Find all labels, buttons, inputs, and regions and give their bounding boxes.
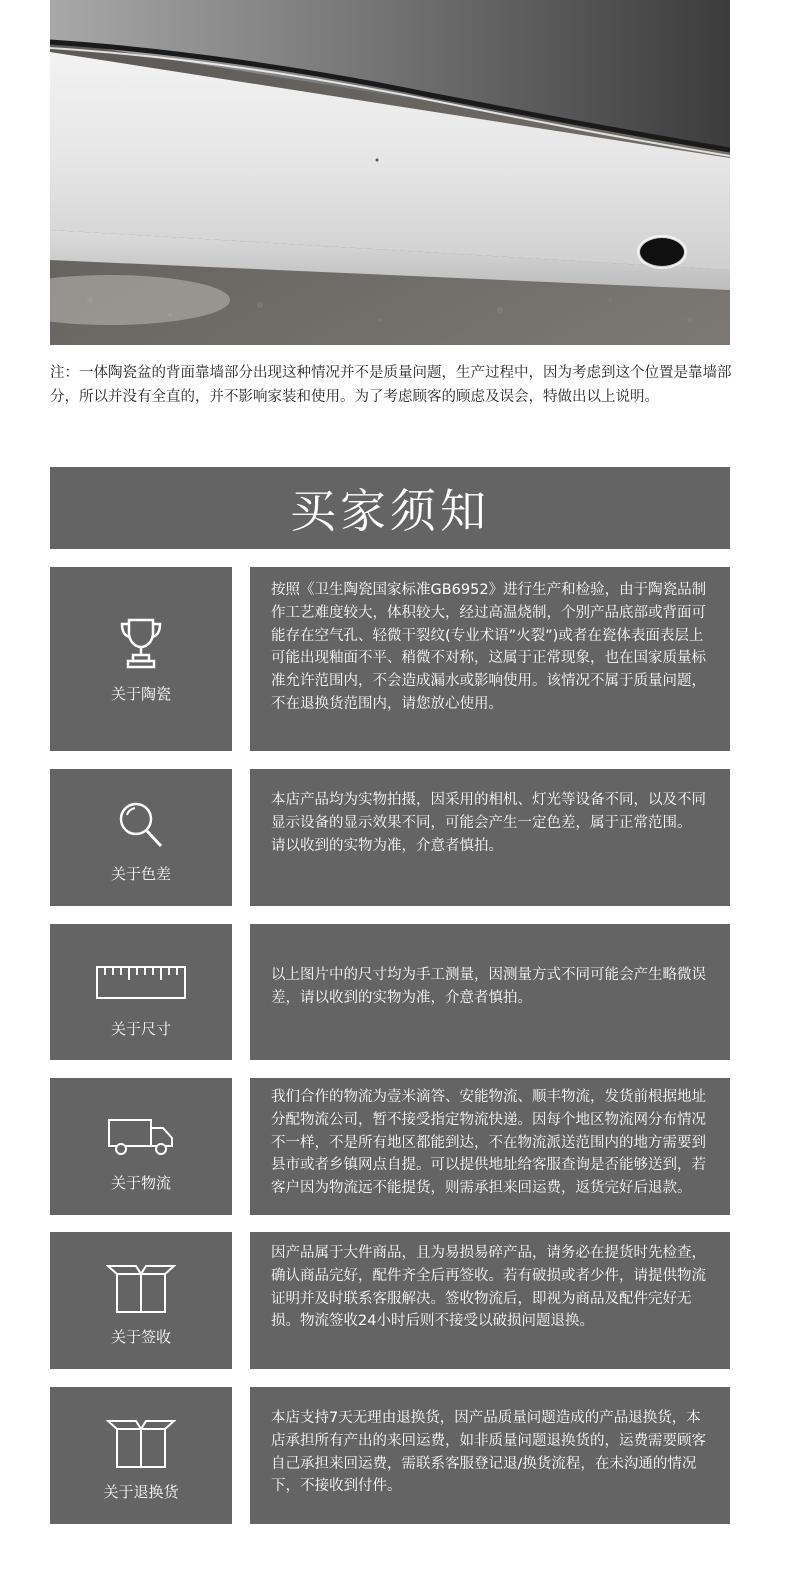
section-label: 关于色差 (110, 865, 171, 883)
box-icon (106, 1264, 176, 1318)
section-paragraph: 本店产品均为实物拍摄，因采用的相机、灯光等设备不同，以及不同显示设备的显示效果不同，可能会产生一定色差，属于正常范围。 (271, 792, 706, 831)
section-paragraph: 按照《卫生陶瓷国家标准GB6952》进行生产和检验，由于陶瓷品制作工艺难度较大，体积较大，经过高温烧制，个别产品底部或背面可能存在空气孔、轻微干裂纹(专业术语”火裂”)或者在瓷体表面表层上可能出现釉面不平、稍微不对称，这属于正常现象，也在国家质量标准允许范围内，不会造成漏水或影响使用。该情况不属于质量问题，不在退换货范围内，请您放心使用。 (271, 582, 707, 712)
section-paragraph: 因产品属于大件商品，且为易损易碎产品，请务必在提货时先检查，确认商品完好，配件齐全后再签收。若有破损或者少件，请提供物流证明并及时联系客服解决。签收物流后，即视为商品及配件完好无损。物流签收24小时后则不接受以破损问题退换。 (271, 1245, 706, 1330)
trophy-icon (119, 617, 163, 673)
notice-section-color (50, 769, 730, 906)
notice-section-logistics (50, 1078, 730, 1215)
section-text (250, 1232, 730, 1369)
notice-section-ceramic (50, 567, 730, 751)
section-icon-panel (50, 924, 232, 1060)
product-note: 注：一体陶瓷盆的背面靠墙部分出现这种情况并不是质量问题，生产过程中，因为考虑到这个位置是靠墙部分，所以并没有全直的，并不影响家装和使用。为了考虑顾客的顾虑及误会，特做出以上说明。 (50, 365, 732, 405)
notice-section-size (50, 924, 730, 1060)
box-icon (106, 1419, 176, 1473)
notice-section-returns (50, 1387, 730, 1524)
ruler-icon (96, 966, 186, 1004)
section-paragraph: 我们合作的物流为壹米滴答、安能物流、顺丰物流，发货前根据地址分配物流公司，暂不接受指定物流快递。因每个地区物流网分布情况不一样，不是所有地区都能到达，不在物流派送范围内的地方需要到县市或者乡镇网点自提。可以提供地址给客服查询是否能够送到，若客户因为物流远不能提货，则需承担来回运费，返货完好后退款。 (271, 1089, 706, 1197)
truck-icon (108, 1118, 174, 1160)
section-text (250, 924, 730, 1060)
section-label: 关于退换货 (103, 1483, 179, 1501)
section-icon-panel (50, 769, 232, 906)
magnifier-icon (118, 801, 164, 853)
section-label: 关于签收 (110, 1328, 171, 1346)
section-icon-panel (50, 1078, 232, 1215)
section-label: 关于陶瓷 (110, 685, 171, 703)
section-text (250, 769, 730, 906)
section-icon-panel (50, 1387, 232, 1524)
section-paragraph: 请以收到的实物为准，介意者慎拍。 (271, 837, 503, 854)
section-text (250, 1078, 730, 1215)
section-text (250, 567, 730, 751)
section-paragraph: 以上图片中的尺寸均为手工测量，因测量方式不同可能会产生略微误差，请以收到的实物为准，介意者慎拍。 (271, 967, 706, 1006)
section-text (250, 1387, 730, 1524)
product-photo-sink-back (50, 0, 730, 345)
section-paragraph: 本店支持7天无理由退换货，因产品质量问题造成的产品退换货，本店承担所有产出的来回运费，如非质量问题退换货的，运费需要顾客自己承担来回运费，需联系客服登记退/换货流程，在未沟通的情况下，不接收到付件。 (271, 1410, 706, 1495)
buyer-notice-title: 买家须知 (50, 467, 730, 549)
notice-section-sign-for (50, 1232, 730, 1369)
section-label: 关于尺寸 (110, 1020, 171, 1038)
section-label: 关于物流 (110, 1174, 171, 1192)
section-icon-panel (50, 567, 232, 751)
section-icon-panel (50, 1232, 232, 1369)
